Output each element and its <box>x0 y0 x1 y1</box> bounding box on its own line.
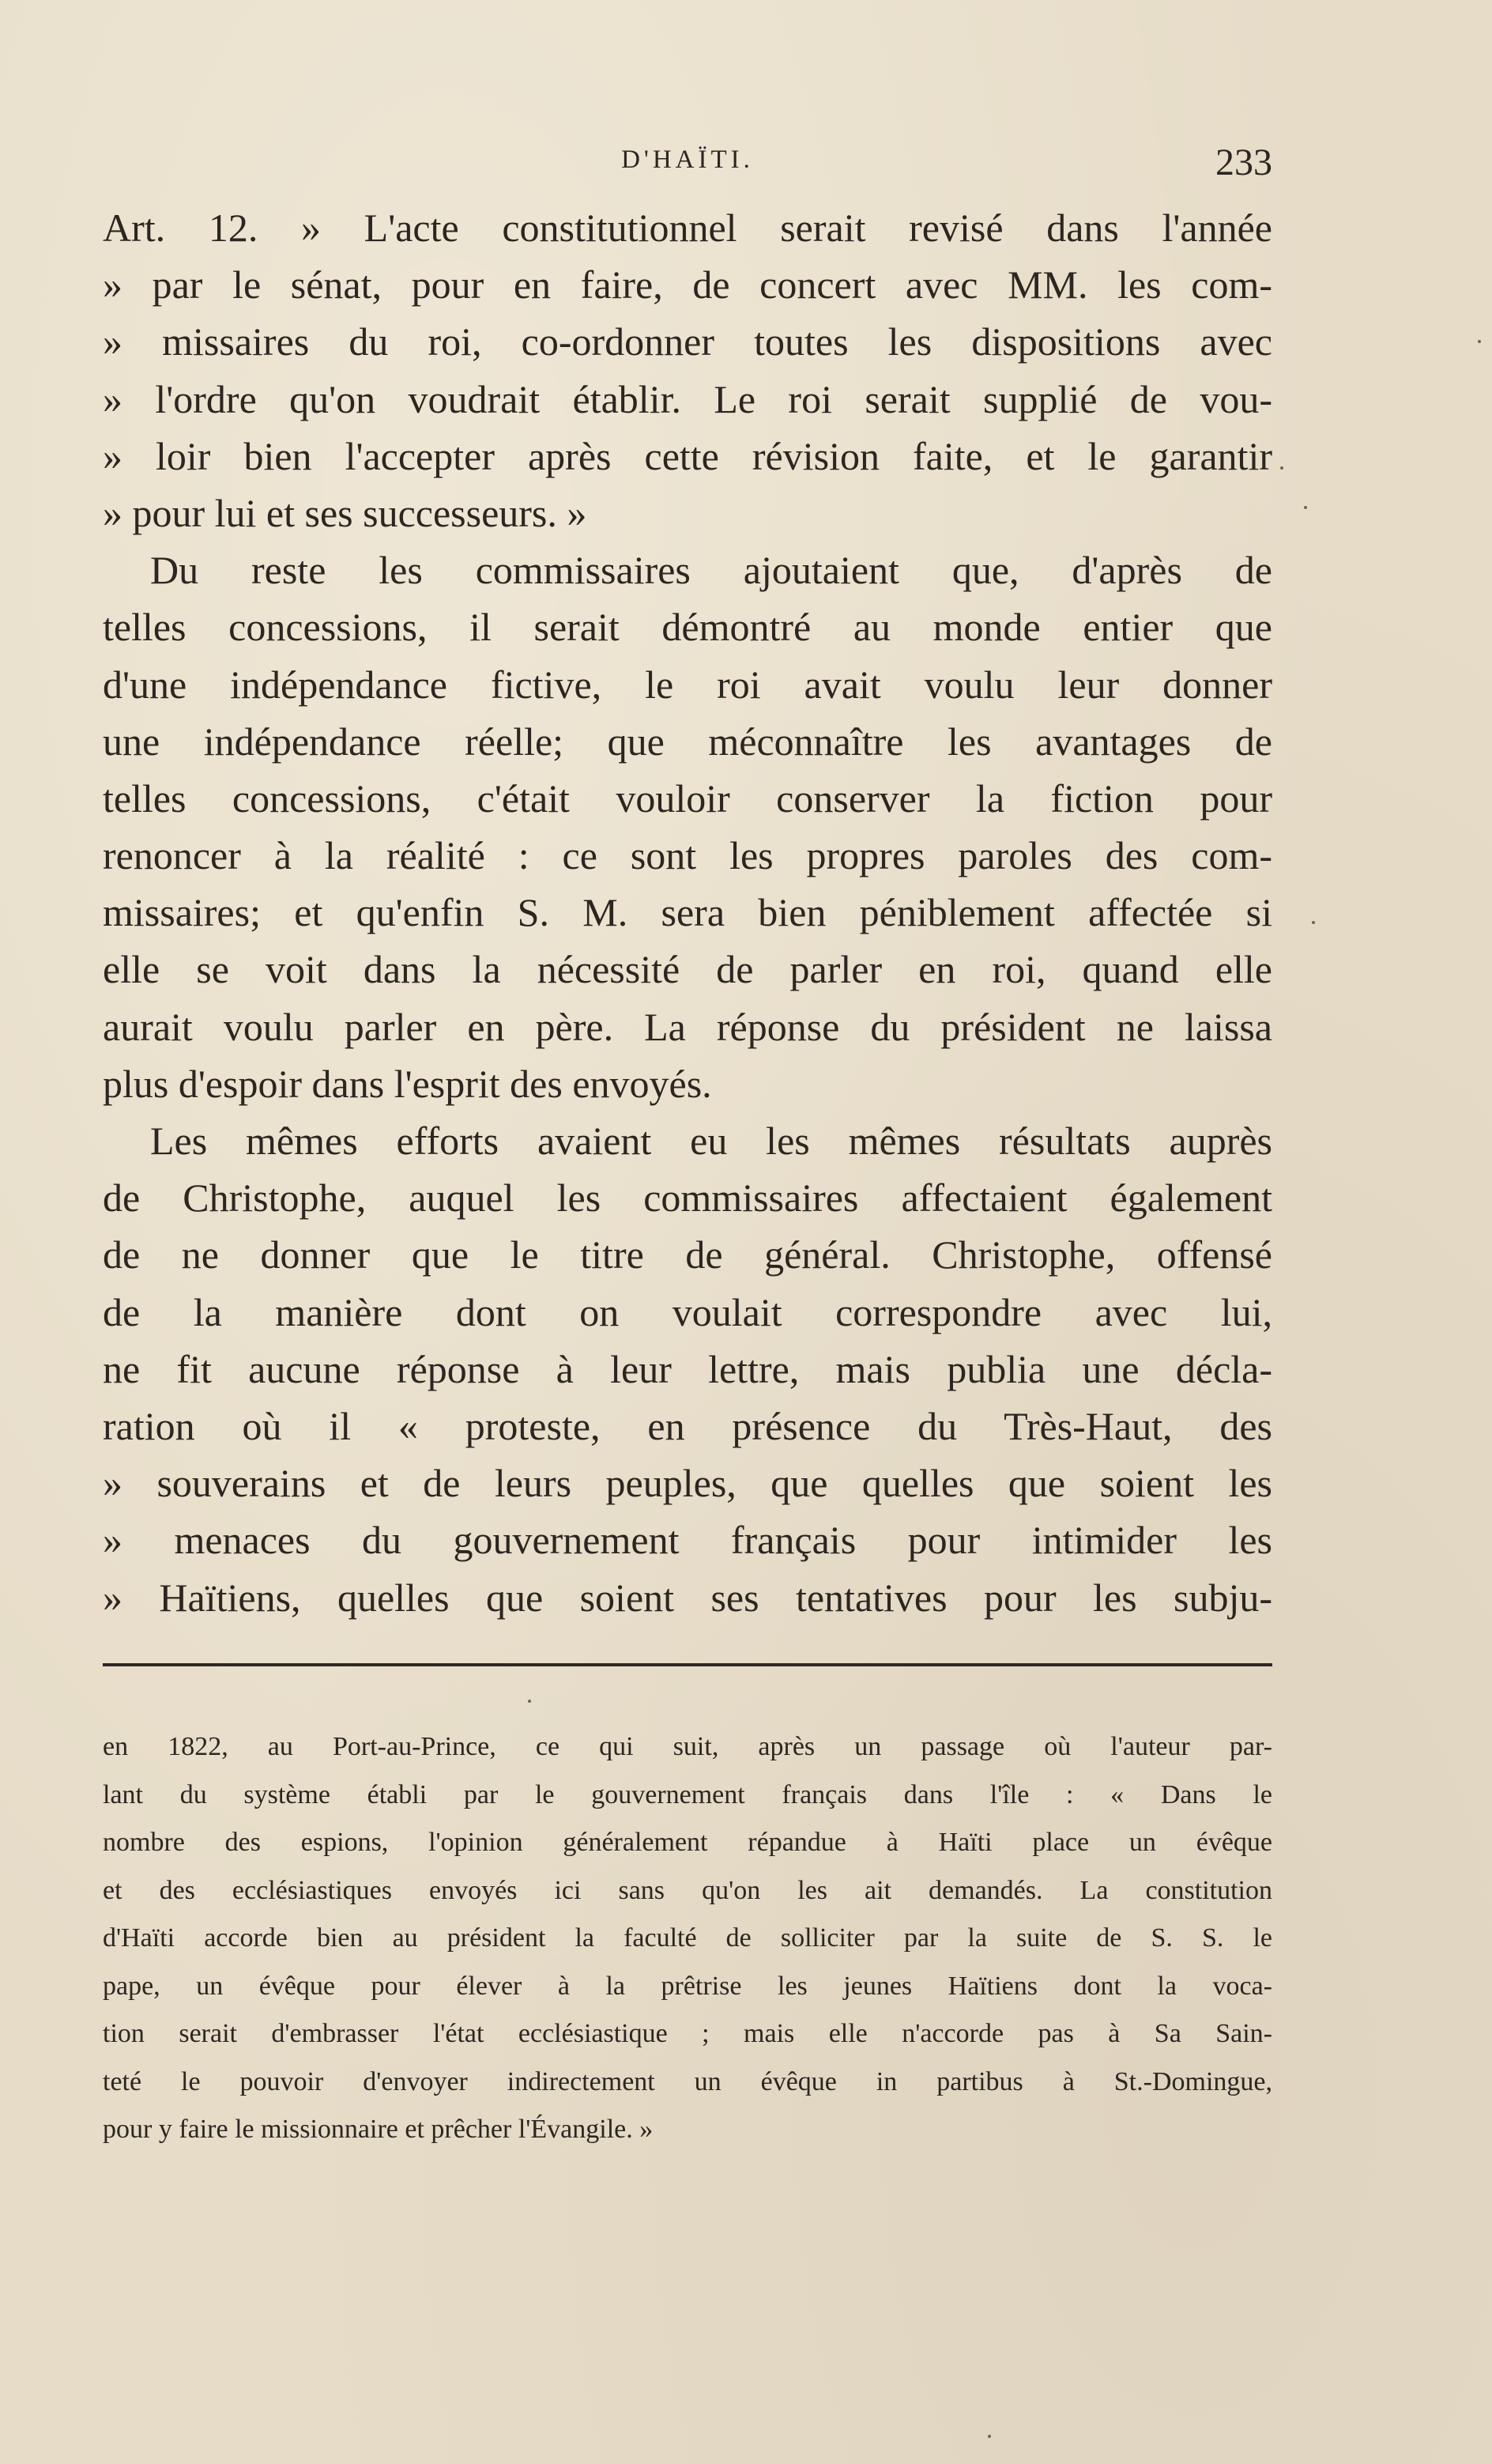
page-header <box>103 141 1272 188</box>
footnote-line: tion serait d'embrasser l'état ecclésiastique ; mais elle n'accorde pas à Sa Sain- <box>103 2019 1272 2048</box>
paper-speck <box>1312 921 1315 924</box>
footnote-line: nombre des espions, l'opinion généralement répandue à Haïti place un évêque <box>103 1828 1272 1857</box>
text-line: elle se voit dans la nécessité de parler en roi, quand elle <box>103 947 1272 992</box>
text-line: une indépendance réelle; que méconnaître les avantages de <box>103 719 1272 764</box>
footnote-line: d'Haïti accorde bien au président la faculté de solliciter par la suite de S. S. le <box>103 1923 1272 1953</box>
page-number: 233 <box>1215 142 1272 183</box>
text-line: Art. 12. » L'acte constitutionnel serait revisé dans l'année <box>103 206 1272 250</box>
footnote-line: et des ecclésiastiques envoyés ici sans qu'on les ait demandés. La constitution <box>103 1875 1272 1905</box>
text-line: ration où il « proteste, en présence du Très-Haut, des <box>103 1403 1272 1448</box>
footnote-line: teté le pouvoir d'envoyer indirectement un évêque in partibus à St.-Domingue, <box>103 2066 1272 2096</box>
footnote-rule <box>103 1663 1272 1666</box>
text-line: » souverains et de leurs peuples, que quelles que soient les <box>103 1461 1272 1506</box>
text-line: Les mêmes efforts avaient eu les mêmes résultats auprès <box>150 1119 1272 1163</box>
paper-speck <box>1478 340 1481 343</box>
text-line: renoncer à la réalité : ce sont les propres paroles des com- <box>103 833 1272 878</box>
text-line: Du reste les commissaires ajoutaient que, d'après de <box>150 548 1272 593</box>
text-line: » pour lui et ses successeurs. » <box>103 490 587 535</box>
text-line: telles concessions, il serait démontré au monde entier que <box>103 605 1272 650</box>
text-line: plus d'espoir dans l'esprit des envoyés. <box>103 1061 712 1106</box>
text-line: telles concessions, c'était vouloir conserver la fiction pour <box>103 775 1272 821</box>
text-line: missaires; et qu'enfin S. M. sera bien péniblement affectée si <box>103 890 1272 935</box>
text-line: » l'ordre qu'on voudrait établir. Le roi serait supplié de vou- <box>103 376 1272 421</box>
main-text <box>103 199 1272 1626</box>
footnote-line: lant du système établi par le gouvernement français dans l'île : « Dans le <box>103 1779 1272 1809</box>
text-line: ne fit aucune réponse à leur lettre, mais publia une décla- <box>103 1346 1272 1391</box>
text-line: de Christophe, auquel les commissaires affectaient également <box>103 1175 1272 1221</box>
paper-speck <box>1304 506 1307 509</box>
text-line: d'une indépendance fictive, le roi avait voulu leur donner <box>103 662 1272 707</box>
paper-speck <box>988 2435 991 2438</box>
footnote-line: en 1822, au Port-au-Prince, ce qui suit, après un passage où l'auteur par- <box>103 1732 1272 1761</box>
text-line: » missaires du roi, co-ordonner toutes les dispositions avec <box>103 319 1272 364</box>
paper-speck <box>1280 466 1283 470</box>
text-line: de ne donner que le titre de général. Christophe, offensé <box>103 1232 1272 1277</box>
text-line: » par le sénat, pour en faire, de concert avec MM. les com- <box>103 262 1272 308</box>
footnote <box>103 1723 1272 2154</box>
paper-speck <box>528 1700 531 1703</box>
text-line: » loir bien l'accepter après cette révision faite, et le garantir <box>103 433 1272 478</box>
running-title: D'HAÏTI. <box>621 145 754 174</box>
text-line: de la manière dont on voulait correspondre avec lui, <box>103 1289 1272 1334</box>
footnote-line: pape, un évêque pour élever à la prêtrise les jeunes Haïtiens dont la voca- <box>103 1971 1272 2001</box>
text-line: » Haïtiens, quelles que soient ses tentatives pour les subju- <box>103 1575 1272 1620</box>
text-line: aurait voulu parler en père. La réponse du président ne laissa <box>103 1004 1272 1049</box>
footnote-line: pour y faire le missionnaire et prêcher l'Évangile. » <box>103 2115 654 2144</box>
text-line: » menaces du gouvernement français pour intimider les <box>103 1518 1272 1563</box>
